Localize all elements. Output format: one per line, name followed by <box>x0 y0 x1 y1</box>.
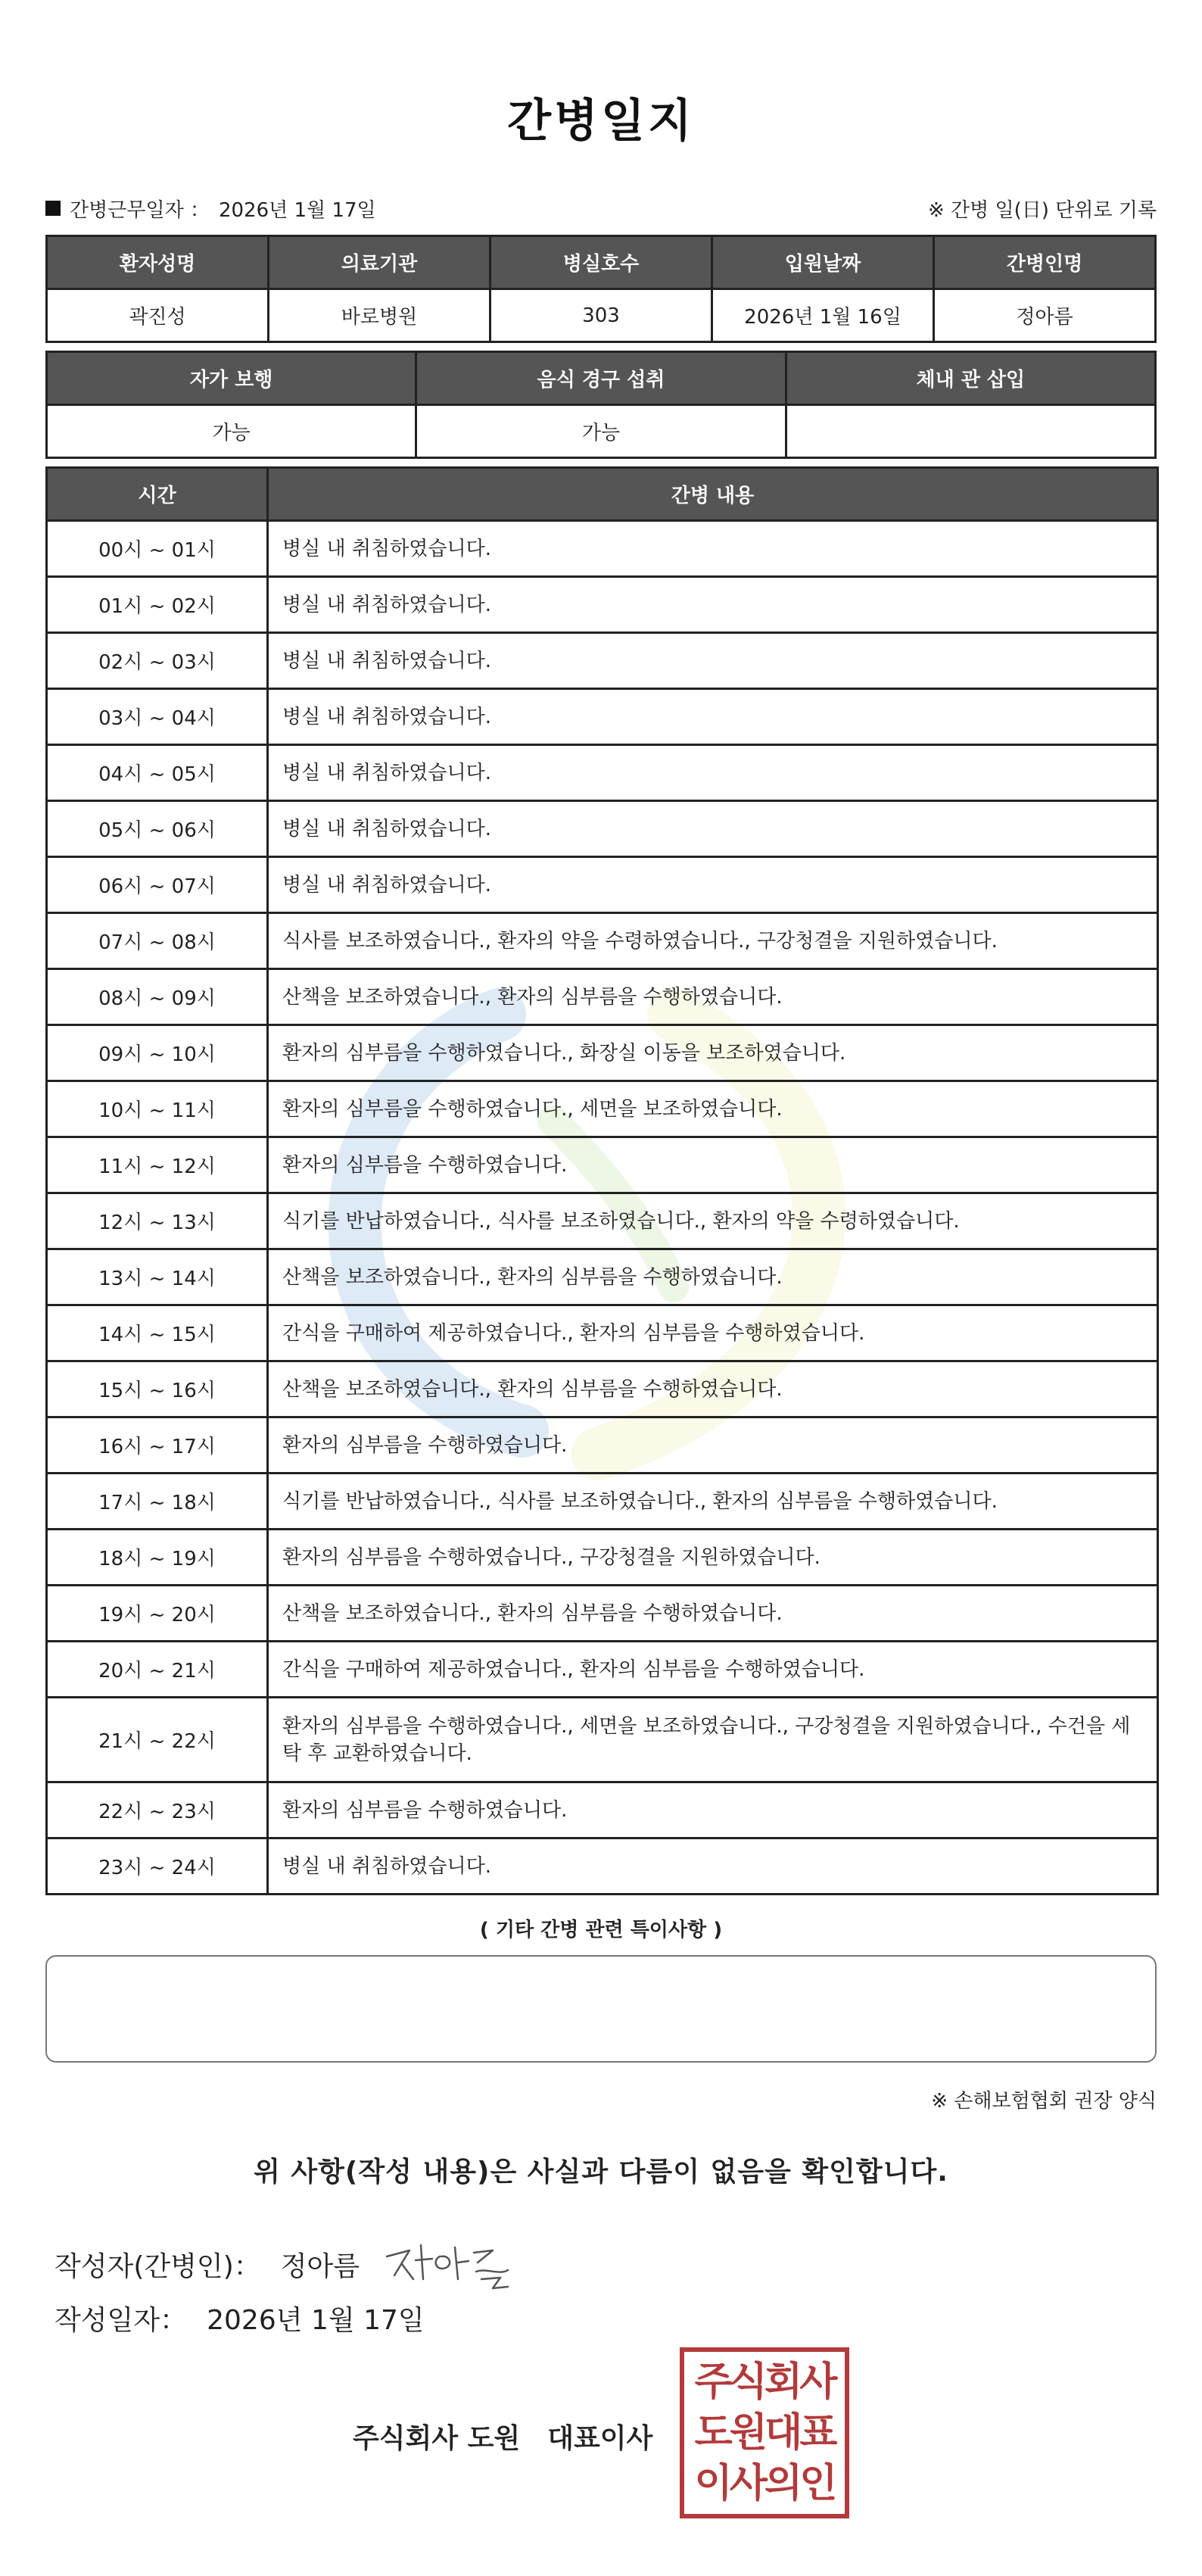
care-content: 병실 내 취침하였습니다. <box>268 633 1158 689</box>
table-row <box>47 745 1158 801</box>
patient-info-header-row <box>47 236 1156 289</box>
table-row <box>47 1642 1158 1698</box>
time-slot: 11시 ~ 12시 <box>47 1137 268 1193</box>
writer-label: 작성자(간병인)： <box>54 2250 261 2282</box>
time-slot: 14시 ~ 15시 <box>47 1305 268 1361</box>
header-oral-intake: 음식 경구 섭취 <box>416 352 786 405</box>
patient-info-value-row <box>47 289 1156 342</box>
time-slot: 02시 ~ 03시 <box>47 633 268 689</box>
time-slot: 18시 ~ 19시 <box>47 1530 268 1586</box>
table-row <box>47 1530 1158 1586</box>
square-bullet-icon <box>45 201 61 216</box>
time-slot: 15시 ~ 16시 <box>47 1361 268 1417</box>
care-content: 환자의 심부름을 수행하였습니다., 세면을 보조하였습니다., 구강청결을 지원하였습니다., 수건을 세탁 후 교환하였습니다. <box>268 1698 1158 1782</box>
table-row <box>47 969 1158 1025</box>
signature-icon <box>379 2234 515 2294</box>
time-slot: 08시 ~ 09시 <box>47 969 268 1025</box>
meta-row <box>45 193 1157 223</box>
table-row <box>47 1698 1158 1782</box>
time-slot: 07시 ~ 08시 <box>47 913 268 969</box>
care-content: 병실 내 취침하였습니다. <box>268 857 1158 913</box>
header-caregiver-name: 간병인명 <box>934 236 1156 289</box>
care-content: 식기를 반납하였습니다., 식사를 보조하였습니다., 환자의 약을 수령하였습니다. <box>268 1193 1158 1249</box>
tube-insertion-value <box>786 405 1155 458</box>
header-time: 시간 <box>47 468 268 521</box>
time-slot: 23시 ~ 24시 <box>47 1838 268 1895</box>
time-slot: 01시 ~ 02시 <box>47 577 268 633</box>
table-row <box>47 521 1158 577</box>
header-self-walking: 자가 보행 <box>47 352 416 405</box>
work-date-label: 간병근무일자 ： <box>70 198 210 222</box>
care-content: 병실 내 취침하였습니다. <box>268 1838 1158 1895</box>
ability-table <box>45 351 1157 459</box>
time-slot: 03시 ~ 04시 <box>47 689 268 745</box>
care-content: 병실 내 취침하였습니다. <box>268 745 1158 801</box>
admission-date: 2026년 1월 16일 <box>712 289 934 342</box>
table-row <box>47 1474 1158 1530</box>
care-content: 병실 내 취침하였습니다. <box>268 801 1158 857</box>
header-hospital: 의료기관 <box>269 236 490 289</box>
company-seal-stamp <box>680 2347 849 2518</box>
confirmation-statement: 위 사항(작성 내용)은 사실과 다름이 없음을 확인합니다. <box>254 2157 948 2188</box>
time-slot: 06시 ~ 07시 <box>47 857 268 913</box>
care-log-body <box>47 521 1158 1895</box>
care-content: 간식을 구매하여 제공하였습니다., 환자의 심부름을 수행하였습니다. <box>268 1305 1158 1361</box>
ability-value-row <box>47 405 1156 458</box>
care-log-header-row <box>47 468 1158 521</box>
caregiver-name: 정아름 <box>934 289 1156 342</box>
care-content: 산책을 보조하였습니다., 환자의 심부름을 수행하였습니다. <box>268 1586 1158 1642</box>
care-content: 식사를 보조하였습니다., 환자의 약을 수령하였습니다., 구강청결을 지원하였습니다. <box>268 913 1158 969</box>
ability-header-row <box>47 352 1156 405</box>
table-row <box>47 689 1158 745</box>
writer-line <box>54 2234 515 2294</box>
table-row <box>47 1137 1158 1193</box>
table-row <box>47 913 1158 969</box>
care-content: 식기를 반납하였습니다., 식사를 보조하였습니다., 환자의 심부름을 수행하였습니다. <box>268 1474 1158 1530</box>
table-row <box>47 1586 1158 1642</box>
work-date <box>45 195 376 223</box>
write-date-value: 2026년 1월 17일 <box>207 2305 425 2336</box>
unit-note: ※ 간병 일(日) 단위로 기록 <box>927 198 1157 222</box>
time-slot: 05시 ~ 06시 <box>47 801 268 857</box>
care-content: 환자의 심부름을 수행하였습니다. <box>268 1137 1158 1193</box>
seal-line: 이사의인 <box>694 2460 835 2507</box>
table-row <box>47 1417 1158 1474</box>
document-title: 간병일지 <box>507 95 695 148</box>
time-slot: 19시 ~ 20시 <box>47 1586 268 1642</box>
remarks-title: ( 기타 간병 관련 특이사항 ) <box>479 1919 723 1941</box>
header-room-number: 병실호수 <box>490 236 712 289</box>
care-content: 산책을 보조하였습니다., 환자의 심부름을 수행하였습니다. <box>268 969 1158 1025</box>
time-slot: 16시 ~ 17시 <box>47 1417 268 1474</box>
header-patient-name: 환자성명 <box>47 236 269 289</box>
table-row <box>47 577 1158 633</box>
source-note: ※ 손해보험협회 권장 양식 <box>931 2090 1157 2113</box>
table-row <box>47 1025 1158 1081</box>
table-row <box>47 801 1158 857</box>
header-tube-insertion: 체내 관 삽입 <box>786 352 1155 405</box>
time-slot: 20시 ~ 21시 <box>47 1642 268 1698</box>
table-row <box>47 1081 1158 1137</box>
time-slot: 21시 ~ 22시 <box>47 1698 268 1782</box>
care-content: 병실 내 취침하였습니다. <box>268 577 1158 633</box>
time-slot: 12시 ~ 13시 <box>47 1193 268 1249</box>
table-row <box>47 633 1158 689</box>
work-date-value: 2026년 1월 17일 <box>218 198 376 222</box>
write-date-line <box>54 2299 425 2337</box>
patient-name: 곽진성 <box>47 289 269 342</box>
hospital-name: 바로병원 <box>269 289 490 342</box>
table-row <box>47 1249 1158 1305</box>
care-content: 산책을 보조하였습니다., 환자의 심부름을 수행하였습니다. <box>268 1361 1158 1417</box>
care-content: 병실 내 취침하였습니다. <box>268 521 1158 577</box>
table-row <box>47 1782 1158 1838</box>
table-row <box>47 1193 1158 1249</box>
time-slot: 10시 ~ 11시 <box>47 1081 268 1137</box>
writer-name: 정아름 <box>280 2250 360 2282</box>
table-row <box>47 1305 1158 1361</box>
oral-intake-value: 가능 <box>416 405 786 458</box>
remarks-box <box>45 1955 1157 2063</box>
care-content: 간식을 구매하여 제공하였습니다., 환자의 심부름을 수행하였습니다. <box>268 1642 1158 1698</box>
care-content: 환자의 심부름을 수행하였습니다., 화장실 이동을 보조하였습니다. <box>268 1025 1158 1081</box>
care-content: 환자의 심부름을 수행하였습니다., 세면을 보조하였습니다. <box>268 1081 1158 1137</box>
time-slot: 13시 ~ 14시 <box>47 1249 268 1305</box>
room-number: 303 <box>490 289 712 342</box>
header-admission-date: 입원날짜 <box>712 236 934 289</box>
care-content: 환자의 심부름을 수행하였습니다., 구강청결을 지원하였습니다. <box>268 1530 1158 1586</box>
write-date-label: 작성일자： <box>54 2305 188 2336</box>
care-content: 병실 내 취침하였습니다. <box>268 689 1158 745</box>
seal-line: 도원대표 <box>694 2409 835 2456</box>
self-walking-value: 가능 <box>47 405 416 458</box>
time-slot: 00시 ~ 01시 <box>47 521 268 577</box>
care-content: 환자의 심부름을 수행하였습니다. <box>268 1782 1158 1838</box>
time-slot: 17시 ~ 18시 <box>47 1474 268 1530</box>
care-log-table <box>45 466 1159 1895</box>
table-row <box>47 1838 1158 1895</box>
table-row <box>47 1361 1158 1417</box>
care-content: 산책을 보조하였습니다., 환자의 심부름을 수행하였습니다. <box>268 1249 1158 1305</box>
time-slot: 09시 ~ 10시 <box>47 1025 268 1081</box>
patient-info-table <box>45 235 1157 343</box>
header-care-content: 간병 내용 <box>268 468 1158 521</box>
time-slot: 22시 ~ 23시 <box>47 1782 268 1838</box>
care-content: 환자의 심부름을 수행하였습니다. <box>268 1417 1158 1474</box>
time-slot: 04시 ~ 05시 <box>47 745 268 801</box>
company-name: 주식회사 도원 대표이사 <box>353 2423 653 2454</box>
seal-line: 주식회사 <box>694 2358 835 2405</box>
table-row <box>47 857 1158 913</box>
